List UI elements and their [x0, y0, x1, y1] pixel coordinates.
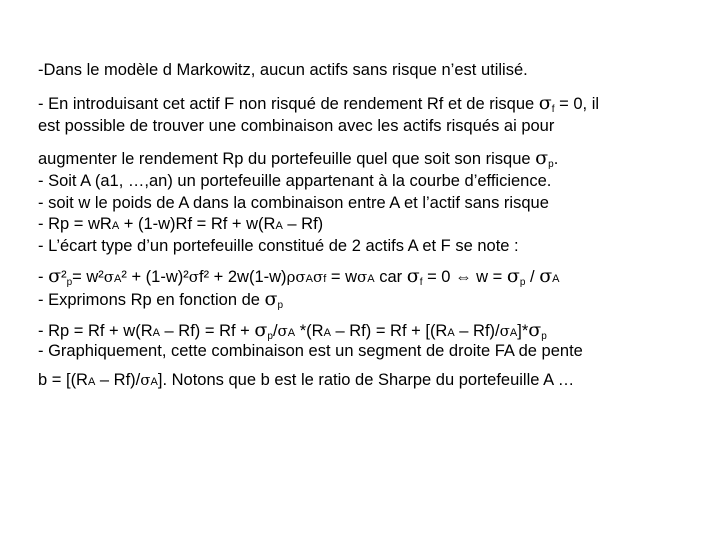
sigma-symbol: σ: [140, 371, 151, 389]
dash: -: [38, 268, 49, 286]
subscript: p: [541, 331, 547, 342]
small-label: A: [447, 327, 455, 339]
small-label: A: [111, 220, 120, 232]
formula-text: = w²: [72, 268, 104, 286]
sigma-symbol: σ: [539, 265, 553, 287]
formula-text: - Rp = Rf + w(R: [38, 322, 153, 340]
formula-text: /: [525, 268, 540, 286]
formula-text: – Rf)/: [454, 322, 500, 340]
line-7-text: - Rp = wR: [38, 215, 112, 233]
subscript: p: [277, 300, 284, 311]
line-2-text: - En introduisant cet actif F non risqué de rendement Rf et de risque: [38, 95, 539, 113]
formula-text: – Rf) = Rf + [(R: [330, 322, 448, 340]
sigma-symbol: σ: [406, 265, 420, 287]
superscript: ²: [61, 268, 67, 286]
line-1-text: -Dans le modèle d Markowitz, aucun actifs sans risque n’est utilisé.: [38, 61, 528, 79]
text-line-8: [38, 236, 519, 256]
text-line-5: [38, 171, 551, 191]
line-5-text: - Soit A (a1, …,an) un portefeuille appartenant à la courbe d’efficience.: [38, 172, 552, 190]
small-label: A: [87, 376, 96, 388]
line-7-text-end: – Rf): [282, 215, 324, 233]
sigma-symbol: σ: [535, 147, 549, 169]
sigma-symbol: σ: [254, 319, 268, 341]
text-line-7: [38, 214, 323, 236]
sigma-symbol: σ: [528, 319, 542, 341]
small-label: A: [367, 273, 375, 285]
small-label: A: [114, 273, 122, 285]
line-4-text: augmenter le rendement Rp du portefeuille quel que soit son risque: [38, 150, 536, 168]
formula-text: ² + (1-w)²: [121, 268, 189, 286]
sigma-symbol: σ: [538, 92, 552, 114]
subscript: p: [66, 277, 73, 288]
subscript: p: [267, 331, 273, 342]
line-12-text: - Graphiquement, cette combinaison est un segment de droite FA de pente: [38, 342, 583, 360]
small-label: A: [323, 327, 331, 339]
small-label: A: [150, 376, 158, 388]
subscript: f: [551, 104, 555, 115]
small-label: A: [152, 327, 160, 339]
text-line-12: [38, 341, 583, 361]
text-line-3: [38, 116, 554, 136]
formula-text: ]*: [517, 322, 529, 340]
sigma-symbol: σ: [277, 322, 288, 340]
formula-text: car: [374, 268, 407, 286]
line-4-text-end: .: [553, 150, 559, 168]
rho-symbol: ρ: [286, 268, 296, 286]
sigma-symbol: σ: [312, 268, 324, 286]
sigma-symbol: σ: [506, 265, 520, 287]
formula-text: /: [272, 322, 278, 340]
line-7-text-mid: + (1-w)Rf = Rf + w(R: [119, 215, 276, 233]
text-line-10: [38, 289, 283, 316]
formula-text: *(R: [295, 322, 324, 340]
line-6-text: - soit w le poids de A dans la combinaison entre A et l’actif sans risque: [38, 194, 549, 212]
text-line-1: [38, 60, 528, 80]
line-13-text: ]. Notons que b est le ratio de Sharpe du portefeuille A …: [157, 371, 575, 389]
small-label: f: [323, 273, 327, 285]
line-8-text: - L’écart type d’un portefeuille constitué de 2 actifs A et F se note :: [38, 237, 519, 255]
text-line-13: [38, 370, 574, 392]
line-2-text-end: = 0, il: [554, 95, 600, 113]
sigma-symbol: σ: [357, 268, 368, 286]
line-3-text: est possible de trouver une combinaison avec les actifs risqués ai pour: [38, 117, 555, 135]
formula-text: b = [(R: [38, 371, 88, 389]
line-10-text: - Exprimons Rp en fonction de: [38, 291, 265, 309]
small-label: A: [287, 327, 296, 339]
formula-text: = 0: [422, 268, 456, 286]
small-label: A: [509, 327, 518, 339]
small-label: A: [552, 273, 560, 285]
equivalence-arrow-icon: ⇔: [455, 268, 472, 286]
sigma-symbol: σ: [103, 268, 115, 286]
formula-text: – Rf)/: [95, 371, 141, 389]
sigma-symbol: σ: [264, 288, 278, 310]
sigma-symbol: σ: [295, 268, 306, 286]
small-label: A: [275, 220, 283, 232]
small-label: A: [305, 273, 313, 285]
formula-text: f² + 2w(1-w): [199, 268, 287, 286]
subscript: p: [548, 159, 554, 170]
subscript: f: [419, 277, 423, 288]
subscript: p: [519, 277, 526, 288]
formula-text: = w: [326, 268, 358, 286]
sigma-symbol: σ: [499, 322, 510, 340]
formula-text: – Rf) = Rf +: [159, 322, 255, 340]
formula-text: w =: [471, 268, 507, 286]
sigma-symbol: σ: [48, 265, 62, 287]
text-line-6: [38, 193, 549, 213]
sigma-symbol: σ: [188, 268, 199, 286]
